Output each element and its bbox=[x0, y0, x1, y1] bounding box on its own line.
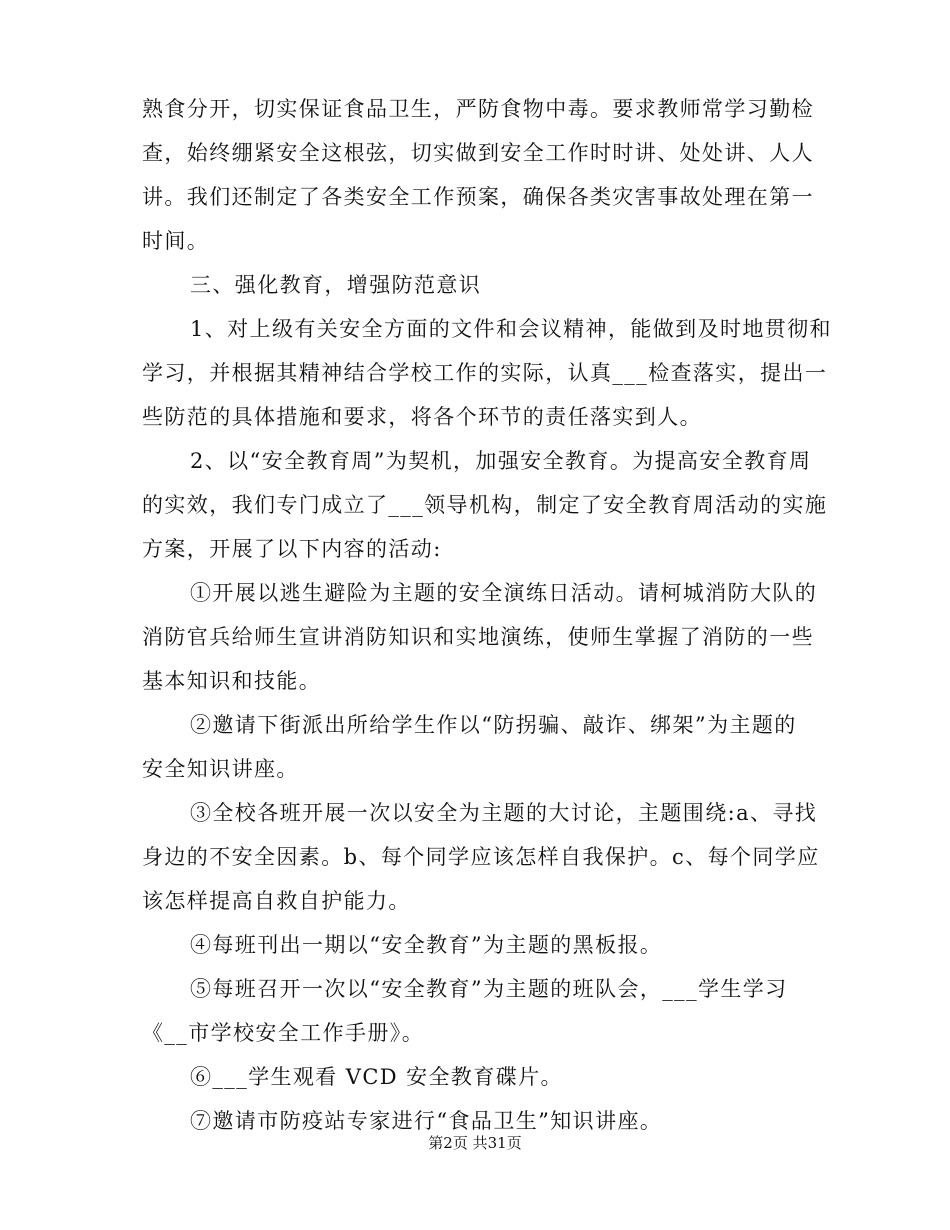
paragraph bbox=[142, 967, 814, 1011]
paragraph bbox=[142, 87, 814, 263]
paragraph bbox=[142, 791, 818, 835]
text-line: 基本知识和技能。 bbox=[142, 669, 322, 693]
document-body bbox=[142, 87, 832, 1143]
text-line: ③全校各班开展一次以安全为主题的大讨论，主题围绕:a、寻找 bbox=[190, 801, 818, 825]
text-line: 消防官兵给师生宣讲消防知识和实地演练，使师生掌握了消防的一些 bbox=[142, 625, 814, 649]
text-line: 《__市学校安全工作手册》。 bbox=[142, 1021, 425, 1045]
paragraph bbox=[142, 1011, 814, 1055]
text-line: 1、对上级有关安全方面的文件和会议精神，能做到及时地贯彻和 bbox=[190, 317, 832, 341]
paragraph bbox=[142, 307, 832, 351]
text-line: 方案，开展了以下内容的活动: bbox=[142, 537, 442, 561]
paragraph bbox=[142, 747, 814, 791]
text-line: 2、以“安全教育周”为契机，加强安全教育。为提高安全教育周 bbox=[190, 449, 812, 473]
text-line: 讲。我们还制定了各类安全工作预案，确保各类灾害事故处理在第一 bbox=[142, 185, 814, 209]
text-line: 的实效，我们专门成立了___领导机构，制定了安全教育周活动的实施 bbox=[142, 493, 828, 517]
text-line: 该怎样提高自救自护能力。 bbox=[142, 889, 411, 913]
paragraph bbox=[142, 571, 818, 615]
text-line: ②邀请下街派出所给学生作以“防拐骗、敲诈、绑架”为主题的 bbox=[190, 713, 797, 737]
text-line: 三、强化教育，增强防范意识 bbox=[190, 273, 482, 297]
text-line: ⑦邀请市防疫站专家进行“食品卫生”知识讲座。 bbox=[190, 1109, 663, 1133]
paragraph bbox=[142, 615, 814, 703]
paragraph bbox=[142, 263, 814, 307]
text-line: 身边的不安全因素。b、每个同学应该怎样自我保护。c、每个同学应 bbox=[142, 845, 820, 869]
paragraph bbox=[142, 835, 820, 923]
text-line: 安全知识讲座。 bbox=[142, 757, 299, 781]
paragraph bbox=[142, 703, 814, 747]
page-footer: 第2页 共31页 bbox=[428, 1134, 522, 1152]
text-line: 些防范的具体措施和要求，将各个环节的责任落实到人。 bbox=[142, 405, 702, 429]
text-line: 查，始终绷紧安全这根弦，切实做到安全工作时时讲、处处讲、人人 bbox=[142, 141, 814, 165]
paragraph bbox=[142, 483, 828, 571]
text-line: 熟食分开，切实保证食品卫生，严防食物中毒。要求教师常学习勤检 bbox=[142, 97, 814, 121]
text-line: ①开展以逃生避险为主题的安全演练日活动。请柯城消防大队的 bbox=[190, 581, 818, 605]
text-line: ⑥___学生观看 VCD 安全教育碟片。 bbox=[190, 1065, 563, 1089]
text-line: ④每班刊出一期以“安全教育”为主题的黑板报。 bbox=[190, 933, 663, 957]
paragraph bbox=[142, 351, 828, 439]
text-line: 学习，并根据其精神结合学校工作的实际，认真___检查落实，提出一 bbox=[142, 361, 828, 385]
paragraph bbox=[142, 1055, 814, 1099]
paragraph bbox=[142, 439, 814, 483]
paragraph bbox=[142, 923, 814, 967]
text-line: ⑤每班召开一次以“安全教育”为主题的班队会，___学生学习 bbox=[190, 977, 788, 1001]
text-line: 时间。 bbox=[142, 229, 210, 253]
